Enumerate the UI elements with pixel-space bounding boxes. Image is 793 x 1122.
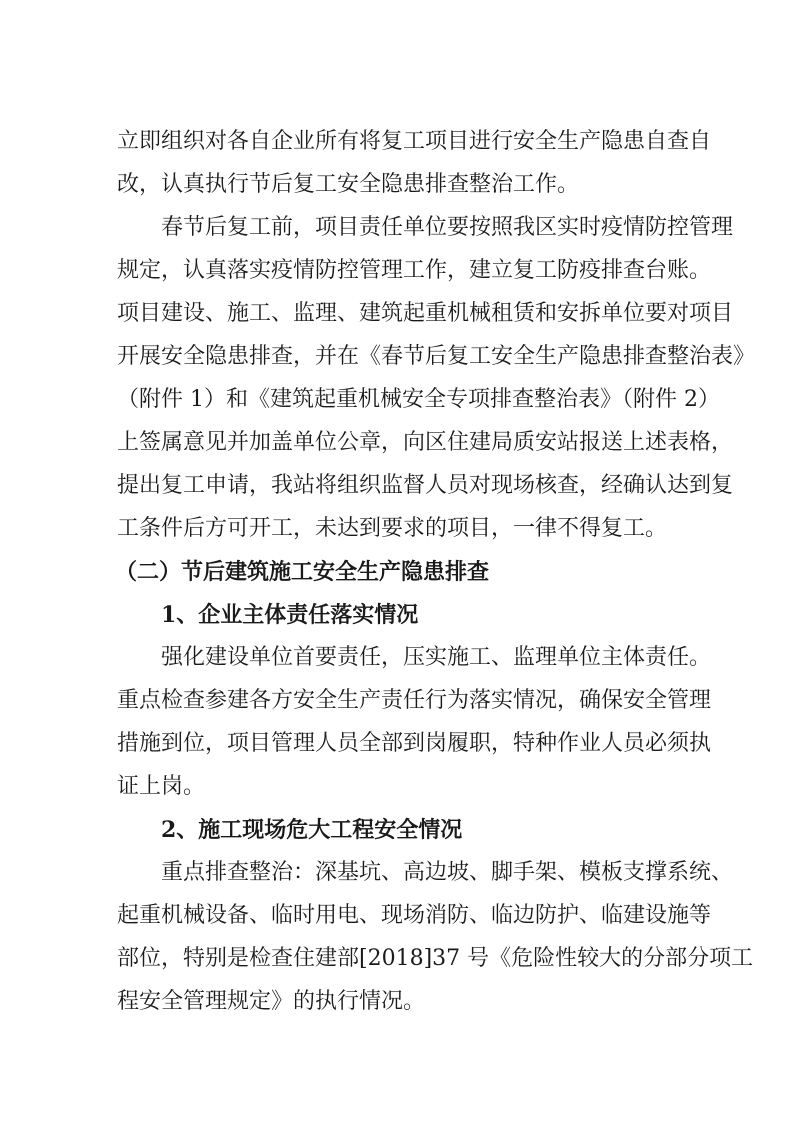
paragraph-line: 部位，特别是检查住建部[2018]37 号《危险性较大的分部分项工	[117, 946, 754, 971]
paragraph-line: 工条件后方可开工，未达到要求的项目，一律不得复工。	[117, 516, 668, 541]
section-heading: （二）节后建筑施工安全生产隐患排查	[115, 559, 490, 585]
paragraph-line: 提出复工申请，我站将组织监督人员对现场核查，经确认达到复	[117, 473, 734, 498]
paragraph-line: 立即组织对各自企业所有将复工项目进行安全生产隐患自查自	[117, 129, 712, 154]
paragraph-line: 项目建设、施工、监理、建筑起重机械租赁和安拆单位要对项目	[117, 301, 734, 326]
paragraph-line: 重点检查参建各方安全生产责任行为落实情况，确保安全管理	[117, 688, 712, 713]
paragraph-line: 证上岗。	[117, 774, 206, 799]
paragraph-line: 程安全管理规定》的执行情况。	[117, 989, 426, 1014]
paragraph-line: 开展安全隐患排查，并在《春节后复工安全生产隐患排查整治表》	[117, 344, 756, 369]
paragraph-line: 春节后复工前，项目责任单位要按照我区实时疫情防控管理	[161, 215, 734, 240]
paragraph-line: 规定，认真落实疫情防控管理工作，建立复工防疫排查台账。	[117, 258, 712, 283]
paragraph-line: 起重机械设备、临时用电、现场消防、临边防护、临建设施等	[117, 903, 712, 928]
paragraph-line: （附件 1）和《建筑起重机械安全专项排查整治表》（附件 2）	[117, 387, 720, 412]
subsection-heading: 2、施工现场危大工程安全情况	[161, 817, 463, 843]
paragraph-line: 改，认真执行节后复工安全隐患排查整治工作。	[117, 172, 580, 197]
subsection-heading: 1、企业主体责任落实情况	[161, 602, 419, 628]
paragraph-line: 重点排查整治：深基坑、高边坡、脚手架、模板支撑系统、	[161, 860, 734, 885]
paragraph-line: 强化建设单位首要责任，压实施工、监理单位主体责任。	[161, 645, 712, 670]
paragraph-line: 措施到位，项目管理人员全部到岗履职，特种作业人员必须执	[117, 731, 712, 756]
paragraph-line: 上签属意见并加盖单位公章，向区住建局质安站报送上述表格，	[117, 430, 734, 455]
